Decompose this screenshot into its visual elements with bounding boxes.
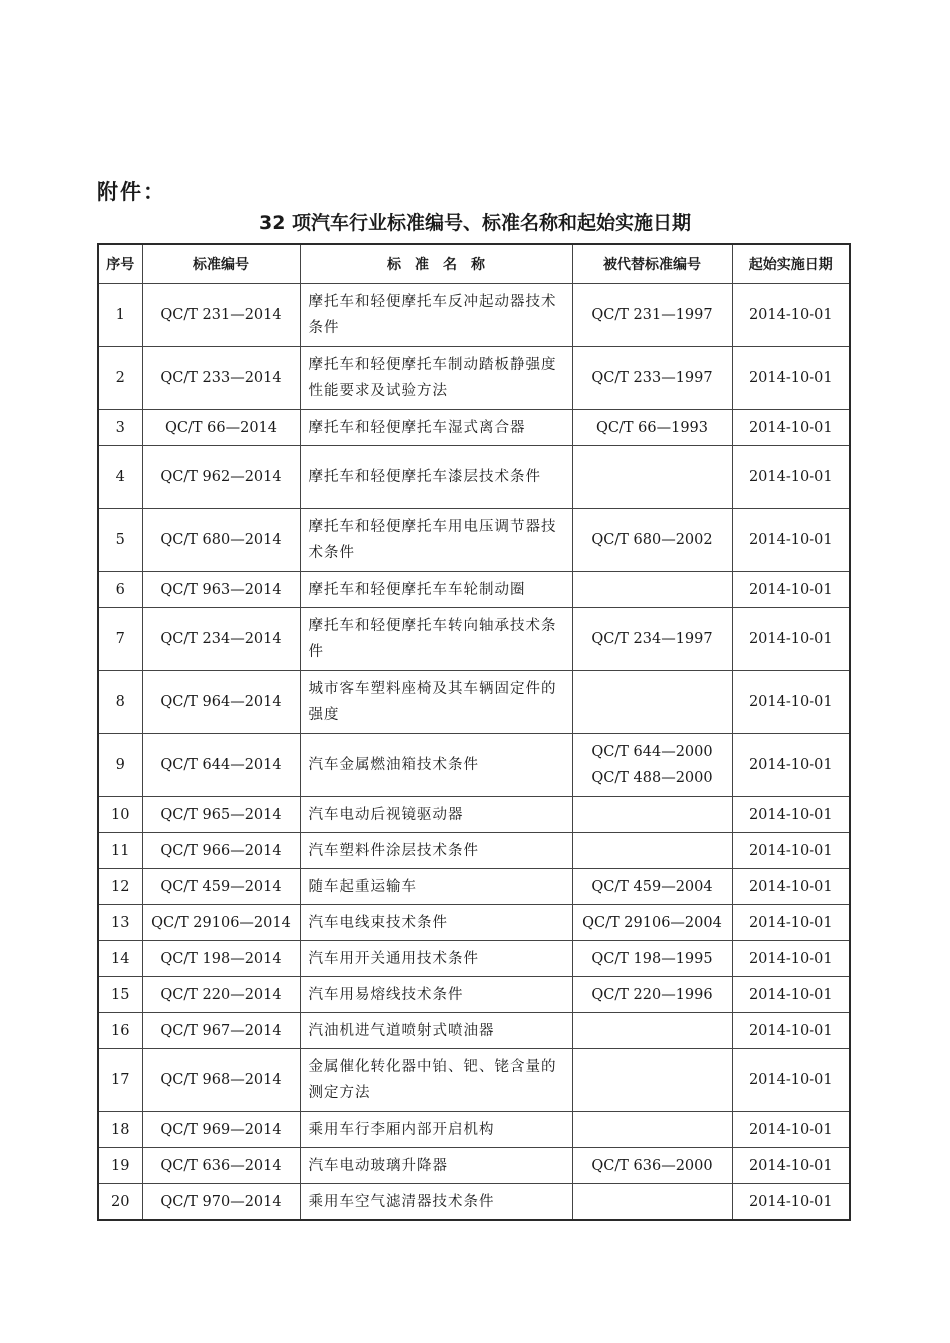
table-row — [98, 410, 850, 446]
cell-standard-code: QC/T 966—2014 — [142, 833, 300, 869]
cell-standard-name: 摩托车和轻便摩托车漆层技术条件 — [300, 446, 572, 509]
cell-standard-code: QC/T 231—2014 — [142, 284, 300, 347]
table-row — [98, 734, 850, 797]
cell-standard-code: QC/T 967—2014 — [142, 1013, 300, 1049]
cell-start-date: 2014-10-01 — [732, 410, 850, 446]
cell-standard-name: 汽车用开关通用技术条件 — [300, 941, 572, 977]
cell-start-date: 2014-10-01 — [732, 347, 850, 410]
cell-replaced-code — [572, 347, 732, 410]
cell-standard-code: QC/T 969—2014 — [142, 1112, 300, 1148]
header-serial: 序号 — [98, 244, 142, 284]
cell-standard-code: QC/T 198—2014 — [142, 941, 300, 977]
cell-standard-name: 乘用车行李厢内部开启机构 — [300, 1112, 572, 1148]
cell-replaced-code — [572, 509, 732, 572]
cell-serial: 19 — [98, 1148, 142, 1184]
cell-replaced-code — [572, 572, 732, 608]
cell-replaced-code — [572, 671, 732, 734]
cell-serial: 17 — [98, 1049, 142, 1112]
replaced-code: QC/T 234—1997 — [591, 631, 713, 647]
cell-start-date: 2014-10-01 — [732, 869, 850, 905]
table-row — [98, 1148, 850, 1184]
table-row — [98, 1013, 850, 1049]
table-header-row — [98, 244, 850, 284]
cell-standard-code: QC/T 459—2014 — [142, 869, 300, 905]
cell-replaced-code — [572, 797, 732, 833]
table-row — [98, 869, 850, 905]
cell-standard-name: 摩托车和轻便摩托车反冲起动器技术条件 — [300, 284, 572, 347]
table-row — [98, 347, 850, 410]
cell-serial: 15 — [98, 977, 142, 1013]
cell-replaced-code — [572, 1013, 732, 1049]
cell-standard-name: 汽油机进气道喷射式喷油器 — [300, 1013, 572, 1049]
cell-standard-name: 汽车电动后视镜驱动器 — [300, 797, 572, 833]
cell-replaced-code — [572, 1184, 732, 1221]
header-standard-name: 标 准 名 称 — [300, 244, 572, 284]
cell-standard-code: QC/T 220—2014 — [142, 977, 300, 1013]
cell-standard-code: QC/T 234—2014 — [142, 608, 300, 671]
cell-serial: 1 — [98, 284, 142, 347]
cell-serial: 20 — [98, 1184, 142, 1221]
table-row — [98, 572, 850, 608]
cell-standard-code: QC/T 233—2014 — [142, 347, 300, 410]
cell-standard-name: 摩托车和轻便摩托车转向轴承技术条件 — [300, 608, 572, 671]
cell-serial: 2 — [98, 347, 142, 410]
replaced-code: QC/T 680—2002 — [591, 532, 713, 548]
cell-serial: 16 — [98, 1013, 142, 1049]
cell-standard-name: 汽车用易熔线技术条件 — [300, 977, 572, 1013]
cell-standard-code: QC/T 962—2014 — [142, 446, 300, 509]
table-row — [98, 1049, 850, 1112]
table-row — [98, 509, 850, 572]
cell-standard-name: 汽车塑料件涂层技术条件 — [300, 833, 572, 869]
cell-replaced-code — [572, 608, 732, 671]
cell-serial: 12 — [98, 869, 142, 905]
cell-replaced-code — [572, 977, 732, 1013]
cell-replaced-code — [572, 1112, 732, 1148]
cell-standard-name: 摩托车和轻便摩托车车轮制动圈 — [300, 572, 572, 608]
table-row — [98, 446, 850, 509]
cell-serial: 8 — [98, 671, 142, 734]
cell-replaced-code — [572, 869, 732, 905]
cell-serial: 18 — [98, 1112, 142, 1148]
cell-standard-code: QC/T 66—2014 — [142, 410, 300, 446]
cell-replaced-code — [572, 833, 732, 869]
annex-label: 附件： — [97, 180, 166, 204]
cell-start-date: 2014-10-01 — [732, 1112, 850, 1148]
cell-standard-code: QC/T 970—2014 — [142, 1184, 300, 1221]
replaced-code: QC/T 220—1996 — [591, 986, 713, 1003]
cell-standard-name: 汽车金属燃油箱技术条件 — [300, 734, 572, 797]
replaced-code: QC/T 198—1995 — [591, 950, 713, 967]
replaced-code: QC/T 66—1993 — [596, 419, 708, 436]
header-start-date: 起始实施日期 — [732, 244, 850, 284]
cell-serial: 6 — [98, 572, 142, 608]
cell-serial: 7 — [98, 608, 142, 671]
cell-replaced-code — [572, 446, 732, 509]
cell-start-date: 2014-10-01 — [732, 1013, 850, 1049]
header-replaced-code: 被代替标准编号 — [572, 244, 732, 284]
replaced-code: QC/T 231—1997 — [591, 307, 713, 323]
table-row — [98, 1112, 850, 1148]
cell-start-date: 2014-10-01 — [732, 509, 850, 572]
document-title: 32 项汽车行业标准编号、标准名称和起始实施日期 — [258, 212, 692, 234]
cell-standard-code: QC/T 636—2014 — [142, 1148, 300, 1184]
replaced-code: QC/T 488—2000 — [591, 770, 713, 786]
cell-standard-name: 汽车电线束技术条件 — [300, 905, 572, 941]
table-row — [98, 284, 850, 347]
table-row — [98, 941, 850, 977]
cell-serial: 13 — [98, 905, 142, 941]
cell-standard-code: QC/T 680—2014 — [142, 509, 300, 572]
table-row — [98, 671, 850, 734]
cell-serial: 4 — [98, 446, 142, 509]
cell-standard-code: QC/T 644—2014 — [142, 734, 300, 797]
cell-replaced-code — [572, 941, 732, 977]
table-row — [98, 797, 850, 833]
cell-replaced-code — [572, 734, 732, 797]
cell-serial: 9 — [98, 734, 142, 797]
header-standard-code: 标准编号 — [142, 244, 300, 284]
cell-serial: 14 — [98, 941, 142, 977]
cell-start-date: 2014-10-01 — [732, 671, 850, 734]
cell-replaced-code — [572, 410, 732, 446]
cell-replaced-code — [572, 905, 732, 941]
replaced-code: QC/T 636—2000 — [591, 1157, 713, 1174]
cell-start-date: 2014-10-01 — [732, 1184, 850, 1221]
cell-standard-code: QC/T 965—2014 — [142, 797, 300, 833]
standards-table — [97, 243, 851, 1221]
cell-start-date: 2014-10-01 — [732, 941, 850, 977]
cell-start-date: 2014-10-01 — [732, 1148, 850, 1184]
cell-standard-name: 城市客车塑料座椅及其车辆固定件的强度 — [300, 671, 572, 734]
cell-replaced-code — [572, 1049, 732, 1112]
cell-standard-name: 随车起重运输车 — [300, 869, 572, 905]
replaced-code: QC/T 233—1997 — [591, 370, 713, 386]
replaced-code: QC/T 29106—2004 — [582, 914, 722, 931]
cell-replaced-code — [572, 1148, 732, 1184]
replaced-code: QC/T 459—2004 — [591, 878, 713, 895]
cell-standard-name: 摩托车和轻便摩托车湿式离合器 — [300, 410, 572, 446]
table-row — [98, 905, 850, 941]
table-row — [98, 608, 850, 671]
cell-start-date: 2014-10-01 — [732, 608, 850, 671]
cell-start-date: 2014-10-01 — [732, 734, 850, 797]
cell-standard-name: 金属催化转化器中铂、钯、铑含量的测定方法 — [300, 1049, 572, 1112]
cell-standard-code: QC/T 964—2014 — [142, 671, 300, 734]
cell-standard-code: QC/T 968—2014 — [142, 1049, 300, 1112]
cell-start-date: 2014-10-01 — [732, 446, 850, 509]
cell-start-date: 2014-10-01 — [732, 833, 850, 869]
cell-standard-code: QC/T 29106—2014 — [142, 905, 300, 941]
cell-standard-name: 摩托车和轻便摩托车用电压调节器技术条件 — [300, 509, 572, 572]
cell-serial: 5 — [98, 509, 142, 572]
cell-start-date: 2014-10-01 — [732, 284, 850, 347]
cell-standard-code: QC/T 963—2014 — [142, 572, 300, 608]
cell-start-date: 2014-10-01 — [732, 1049, 850, 1112]
cell-serial: 11 — [98, 833, 142, 869]
cell-start-date: 2014-10-01 — [732, 905, 850, 941]
cell-start-date: 2014-10-01 — [732, 572, 850, 608]
cell-standard-name: 汽车电动玻璃升降器 — [300, 1148, 572, 1184]
cell-standard-name: 乘用车空气滤清器技术条件 — [300, 1184, 572, 1221]
table-row — [98, 1184, 850, 1221]
cell-standard-name: 摩托车和轻便摩托车制动踏板静强度性能要求及试验方法 — [300, 347, 572, 410]
cell-replaced-code — [572, 284, 732, 347]
cell-serial: 10 — [98, 797, 142, 833]
replaced-code: QC/T 644—2000 — [591, 744, 713, 760]
table-row — [98, 833, 850, 869]
cell-start-date: 2014-10-01 — [732, 977, 850, 1013]
cell-serial: 3 — [98, 410, 142, 446]
cell-start-date: 2014-10-01 — [732, 797, 850, 833]
table-row — [98, 977, 850, 1013]
